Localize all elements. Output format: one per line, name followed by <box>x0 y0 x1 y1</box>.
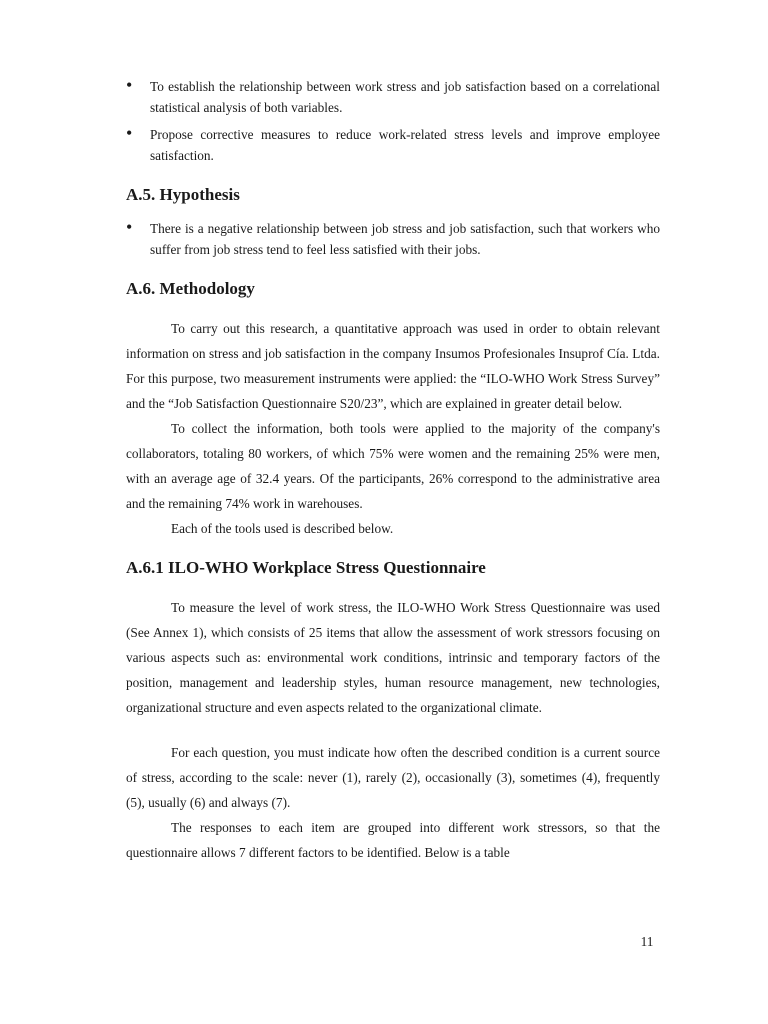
heading-ilo-who-questionnaire: A.6.1 ILO-WHO Workplace Stress Questionnaire <box>126 558 486 577</box>
questionnaire-paragraph-3: The responses to each item are grouped into different work stressors, so that the questionnaire allows 7 different factors to be identified. Below is a table <box>126 820 660 860</box>
bullet-icon: • <box>126 217 133 237</box>
questionnaire-paragraph-1: To measure the level of work stress, the ILO-WHO Work Stress Questionnaire was used (See Annex 1), which consists of 25 items that allow the assessment of work stressors focusing on various aspects such as: environmental work conditions, intrinsic and temporary factors of the position, management and leadership styles, human resource management, new technologies, organizational structure and even aspects related to the organizational climate. <box>126 600 660 715</box>
bullet-text: Propose corrective measures to reduce work-related stress levels and improve employee satisfaction. <box>150 127 660 163</box>
methodology-paragraph-1: To carry out this research, a quantitative approach was used in order to obtain relevant information on stress and job satisfaction in the company Insumos Profesionales Insuprof Cía. Ltda. For this purpose, two measurement instruments were applied: the “ILO-WHO Work Stress Survey” and the “Job Satisfaction Questionnaire S20/23”, which are explained in greater detail below. <box>126 321 660 411</box>
paragraph-spacer <box>126 720 660 740</box>
page-number: 11 <box>640 934 654 949</box>
bullet-icon: • <box>126 75 133 95</box>
objective-bullet-2 <box>126 124 660 166</box>
hypothesis-bullet <box>126 218 660 260</box>
bullet-text: To establish the relationship between work stress and job satisfaction based on a correlational statistical analysis of both variables. <box>150 79 660 115</box>
document-page <box>126 76 660 865</box>
objective-bullet-1 <box>126 76 660 118</box>
questionnaire-paragraph-2: For each question, you must indicate how often the described condition is a current source of stress, according to the scale: never (1), rarely (2), occasionally (3), sometimes (4), frequently (5), usually (6) and always (7). <box>126 745 660 810</box>
bullet-text: There is a negative relationship between job stress and job satisfaction, such that workers who suffer from job stress tend to feel less satisfied with their jobs. <box>150 221 660 257</box>
methodology-paragraph-2: To collect the information, both tools were applied to the majority of the company's collaborators, totaling 80 workers, of which 75% were women and the remaining 25% were men, with an average age of 32.4 years. Of the participants, 26% correspond to the administrative area and the remaining 74% work in warehouses. <box>126 421 660 511</box>
heading-hypothesis: A.5. Hypothesis <box>126 185 240 204</box>
heading-methodology: A.6. Methodology <box>126 279 255 298</box>
methodology-paragraph-3: Each of the tools used is described below. <box>171 521 394 536</box>
bullet-icon: • <box>126 123 133 143</box>
